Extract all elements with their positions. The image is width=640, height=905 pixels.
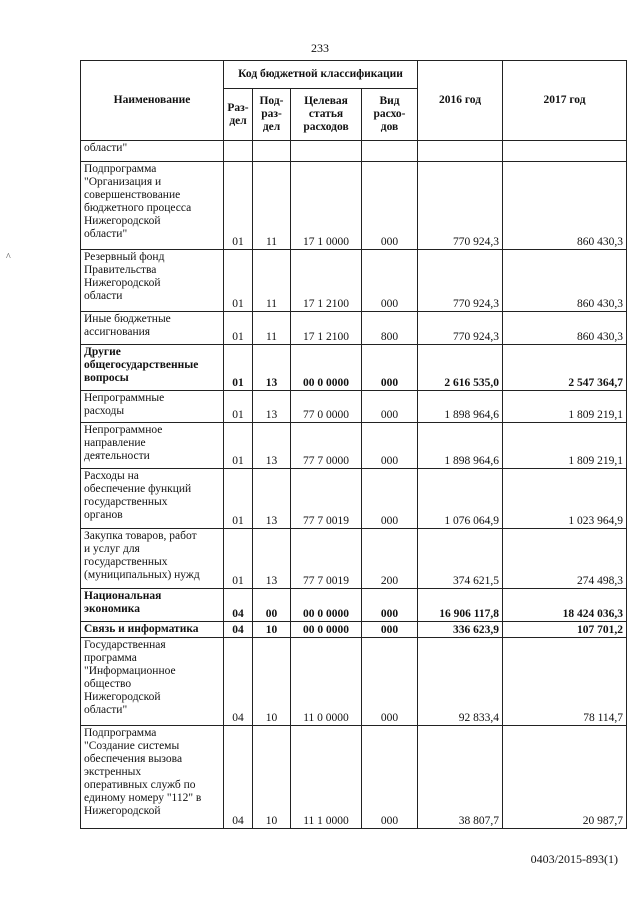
cell-2017: 1 023 964,9 xyxy=(503,469,627,529)
cell-2017: 2 547 364,7 xyxy=(503,345,627,391)
cell-name: Государственная программа "Информационное общество Нижегородской области" xyxy=(81,638,224,726)
page-number: 233 xyxy=(311,41,329,55)
table-row xyxy=(81,312,627,345)
cell-subsection: 13 xyxy=(253,469,291,529)
cell-section: 01 xyxy=(224,345,253,391)
cell-2017: 78 114,7 xyxy=(503,638,627,726)
cell-2016: 1 076 064,9 xyxy=(418,469,503,529)
header-section: Раз- дел xyxy=(224,89,253,141)
cell-target: 00 0 0000 xyxy=(291,345,362,391)
cell-target: 77 7 0019 xyxy=(291,529,362,589)
cell-name: Расходы на обеспечение функций государственных органов xyxy=(81,469,224,529)
cell-section: 04 xyxy=(224,726,253,829)
table-row xyxy=(81,622,627,638)
cell-expense-type: 000 xyxy=(362,726,418,829)
cell-subsection: 11 xyxy=(253,250,291,312)
cell-2017: 20 987,7 xyxy=(503,726,627,829)
cell-section xyxy=(224,141,253,162)
cell-2017: 18 424 036,3 xyxy=(503,589,627,622)
cell-section: 04 xyxy=(224,589,253,622)
cell-section: 04 xyxy=(224,622,253,638)
table-body xyxy=(81,141,627,829)
cell-subsection: 00 xyxy=(253,589,291,622)
table-row xyxy=(81,345,627,391)
cell-name: Другие общегосударственные вопросы xyxy=(81,345,224,391)
header-target: Целевая статья расходов xyxy=(291,89,362,141)
cell-section: 01 xyxy=(224,250,253,312)
cell-subsection: 13 xyxy=(253,391,291,423)
cell-2016: 770 924,3 xyxy=(418,162,503,250)
cell-expense-type: 800 xyxy=(362,312,418,345)
cell-2017: 107 701,2 xyxy=(503,622,627,638)
cell-expense-type: 000 xyxy=(362,469,418,529)
cell-expense-type: 200 xyxy=(362,529,418,589)
cell-name: Закупка товаров, работ и услуг для государственных (муниципальных) нужд xyxy=(81,529,224,589)
cell-2016 xyxy=(418,141,503,162)
cell-target: 17 1 2100 xyxy=(291,312,362,345)
cell-section: 01 xyxy=(224,469,253,529)
table-row xyxy=(81,469,627,529)
header-2017: 2017 год xyxy=(503,61,627,141)
cell-expense-type: 000 xyxy=(362,162,418,250)
document-code: 0403/2015-893(1) xyxy=(530,852,618,866)
cell-name: Подпрограмма "Создание системы обеспечения вызова экстренных оперативных служб по единому номеру "112" в Нижегородской xyxy=(81,726,224,829)
cell-expense-type: 000 xyxy=(362,638,418,726)
cell-target xyxy=(291,141,362,162)
cell-expense-type xyxy=(362,141,418,162)
cell-target: 11 0 0000 xyxy=(291,638,362,726)
cell-2017: 274 498,3 xyxy=(503,529,627,589)
table-row xyxy=(81,589,627,622)
table-row xyxy=(81,141,627,162)
cell-target: 77 7 0019 xyxy=(291,469,362,529)
cell-section: 01 xyxy=(224,312,253,345)
cell-target: 00 0 0000 xyxy=(291,622,362,638)
cell-name: Иные бюджетные ассигнования xyxy=(81,312,224,345)
cell-section: 04 xyxy=(224,638,253,726)
budget-table xyxy=(80,60,627,829)
cell-name: Непрограммное направление деятельности xyxy=(81,423,224,469)
cell-section: 01 xyxy=(224,391,253,423)
cell-subsection: 11 xyxy=(253,162,291,250)
cell-expense-type: 000 xyxy=(362,391,418,423)
cell-target: 77 7 0000 xyxy=(291,423,362,469)
cell-subsection: 13 xyxy=(253,423,291,469)
cell-subsection: 10 xyxy=(253,622,291,638)
cell-name: Национальная экономика xyxy=(81,589,224,622)
cell-2016: 770 924,3 xyxy=(418,250,503,312)
cell-2016: 38 807,7 xyxy=(418,726,503,829)
cell-expense-type: 000 xyxy=(362,589,418,622)
cell-2016: 770 924,3 xyxy=(418,312,503,345)
cell-subsection: 13 xyxy=(253,345,291,391)
cell-name: Непрограммные расходы xyxy=(81,391,224,423)
header-classification: Код бюджетной классификации xyxy=(224,61,418,89)
header-2016: 2016 год xyxy=(418,61,503,141)
table-row xyxy=(81,162,627,250)
cell-name: Связь и информатика xyxy=(81,622,224,638)
cell-section: 01 xyxy=(224,423,253,469)
table-row xyxy=(81,726,627,829)
table-row xyxy=(81,391,627,423)
cell-2016: 16 906 117,8 xyxy=(418,589,503,622)
cell-name: области" xyxy=(81,141,224,162)
cell-target: 00 0 0000 xyxy=(291,589,362,622)
cell-2016: 1 898 964,6 xyxy=(418,391,503,423)
cell-target: 11 1 0000 xyxy=(291,726,362,829)
cell-2016: 1 898 964,6 xyxy=(418,423,503,469)
cell-subsection xyxy=(253,141,291,162)
table-row xyxy=(81,638,627,726)
cell-target: 17 1 0000 xyxy=(291,162,362,250)
cell-section: 01 xyxy=(224,529,253,589)
cell-2016: 2 616 535,0 xyxy=(418,345,503,391)
cell-name: Резервный фонд Правительства Нижегородской области xyxy=(81,250,224,312)
cell-expense-type: 000 xyxy=(362,250,418,312)
header-name: Наименование xyxy=(81,61,224,141)
margin-mark: ^ xyxy=(6,252,11,263)
cell-section: 01 xyxy=(224,162,253,250)
cell-subsection: 13 xyxy=(253,529,291,589)
header-subsection: Под- раз- дел xyxy=(253,89,291,141)
cell-2017: 860 430,3 xyxy=(503,162,627,250)
cell-expense-type: 000 xyxy=(362,345,418,391)
cell-2017: 860 430,3 xyxy=(503,250,627,312)
cell-target: 17 1 2100 xyxy=(291,250,362,312)
table-row xyxy=(81,529,627,589)
cell-name: Подпрограмма "Организация и совершенствование бюджетного процесса Нижегородской области" xyxy=(81,162,224,250)
cell-expense-type: 000 xyxy=(362,423,418,469)
cell-2016: 336 623,9 xyxy=(418,622,503,638)
cell-subsection: 11 xyxy=(253,312,291,345)
cell-2016: 92 833,4 xyxy=(418,638,503,726)
cell-subsection: 10 xyxy=(253,638,291,726)
cell-2017 xyxy=(503,141,627,162)
cell-2016: 374 621,5 xyxy=(418,529,503,589)
table-row xyxy=(81,423,627,469)
cell-expense-type: 000 xyxy=(362,622,418,638)
table-row xyxy=(81,250,627,312)
cell-2017: 860 430,3 xyxy=(503,312,627,345)
cell-target: 77 0 0000 xyxy=(291,391,362,423)
cell-2017: 1 809 219,1 xyxy=(503,391,627,423)
cell-subsection: 10 xyxy=(253,726,291,829)
header-expense-type: Вид расхо- дов xyxy=(362,89,418,141)
table-header xyxy=(81,61,627,141)
cell-2017: 1 809 219,1 xyxy=(503,423,627,469)
